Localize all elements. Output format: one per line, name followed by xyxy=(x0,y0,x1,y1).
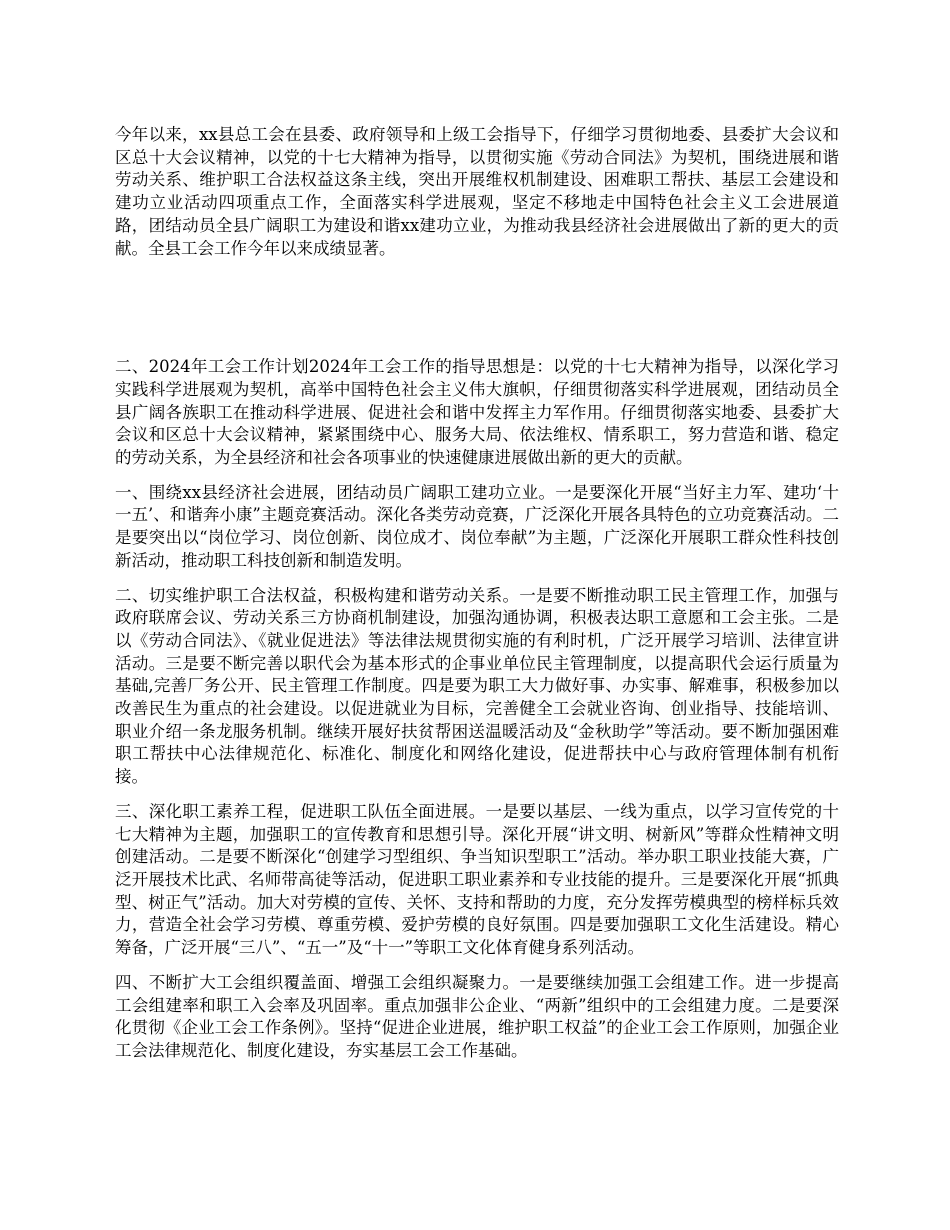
task-3-paragraph: 三、深化职工素养工程，促进职工队伍全面进展。一是要以基层、一线为重点，以学习宣传党的十七大精神为主题，加强职工的宣传教育和思想引导。深化开展“讲文明、树新风”等群众性精神文明创建活动。二是要不断深化“创建学习型组织、争当知识型职工”活动。举办职工职业技能大赛，广泛开展技术比武、名师带高徒等活动，促进职工职业素养和专业技能的提升。三是要深化开展“抓典型、树正气”活动。加大对劳模的宣传、关怀、支持和帮助的力度，充分发挥劳模典型的榜样标兵效力，营造全社会学习劳模、尊重劳模、爱护劳模的良好氛围。四是要加强职工文化生活建设。精心筹备，广泛开展“三八”、“五一”及“十一”等职工文化体育健身系列活动。 xyxy=(115,801,839,958)
document-body xyxy=(115,124,839,1063)
task-1-paragraph: 一、围绕xx县经济社会进展，团结动员广阔职工建功立业。一是要深化开展“当好主力军、建功‘十一五’、和谐奔小康”主题竞赛活动。深化各类劳动竞赛，广泛深化开展各具特色的立功竞赛活动。二是要突出以“岗位学习、岗位创新、岗位成才、岗位奉献”为主题，广泛深化开展职工群众性科技创新活动，推动职工科技创新和制造发明。 xyxy=(115,482,839,570)
intro-paragraph: 今年以来，xx县总工会在县委、政府领导和上级工会指导下，仔细学习贯彻地委、县委扩大会议和区总十大会议精神，以党的十七大精神为指导，以贯彻实施《劳动合同法》为契机，围绕进展和谐劳动关系、维护职工合法权益这条主线，突出开展维权机制建设、困难职工帮扶、基层工会建设和建功立业活动四项重点工作，全面落实科学进展观，坚定不移地走中国特色社会主义工会进展道路，团结动员全县广阔职工为建设和谐xx建功立业，为推动我县经济社会进展做出了新的更大的贡献。全县工会工作今年以来成绩显著。 xyxy=(115,125,839,258)
section-spacer xyxy=(115,260,839,356)
task-4-paragraph: 四、不断扩大工会组织覆盖面、增强工会组织凝聚力。一是要继续加强工会组建工作。进一步提高工会组建率和职工入会率及巩固率。重点加强非公企业、“两新”组织中的工会组建力度。二是要深化贯彻《企业工会工作条例》。坚持“促进企业进展，维护职工权益”的企业工会工作原则，加强企业工会法律规范化、制度化建设，夯实基层工会工作基础。 xyxy=(115,972,839,1060)
plan-guiding-paragraph: 二、2024年工会工作计划2024年工会工作的指导思想是：以党的十七大精神为指导，以深化学习实践科学进展观为契机，高举中国特色社会主义伟大旗帜，仔细贯彻落实科学进展观，团结动员全县广阔各族职工在推动科学进展、促进社会和谐中发挥主力军作用。仔细贯彻落实地委、县委扩大会议和区总十大会议精神，紧紧围绕中心、服务大局、依法维权、情系职工，努力营造和谐、稳定的劳动关系，为全县经济和社会各项事业的快速健康进展做出新的更大的贡献。 xyxy=(115,357,839,468)
task-2-paragraph: 二、切实维护职工合法权益，积极构建和谐劳动关系。一是要不断推动职工民主管理工作，加强与政府联席会议、劳动关系三方协商机制建设，加强沟通协调，积极表达职工意愿和工会主张。二是以《劳动合同法》、《就业促进法》等法律法规贯彻实施的有利时机，广泛开展学习培训、法律宣讲活动。三是要不断完善以职代会为基本形式的企事业单位民主管理制度，以提高职代会运行质量为基础,完善厂务公开、民主管理工作制度。四是要为职工大力做好事、办实事、解难事，积极参加以改善民生为重点的社会建设。以促进就业为目标，完善健全工会就业咨询、创业指导、技能培训、职业介绍一条龙服务机制。继续开展好扶贫帮困送温暖活动及“金秋助学”等活动。要不断加强困难职工帮扶中心法律规范化、标准化、制度化和网络化建设，促进帮扶中心与政府管理体制有机衔接。 xyxy=(115,585,839,787)
